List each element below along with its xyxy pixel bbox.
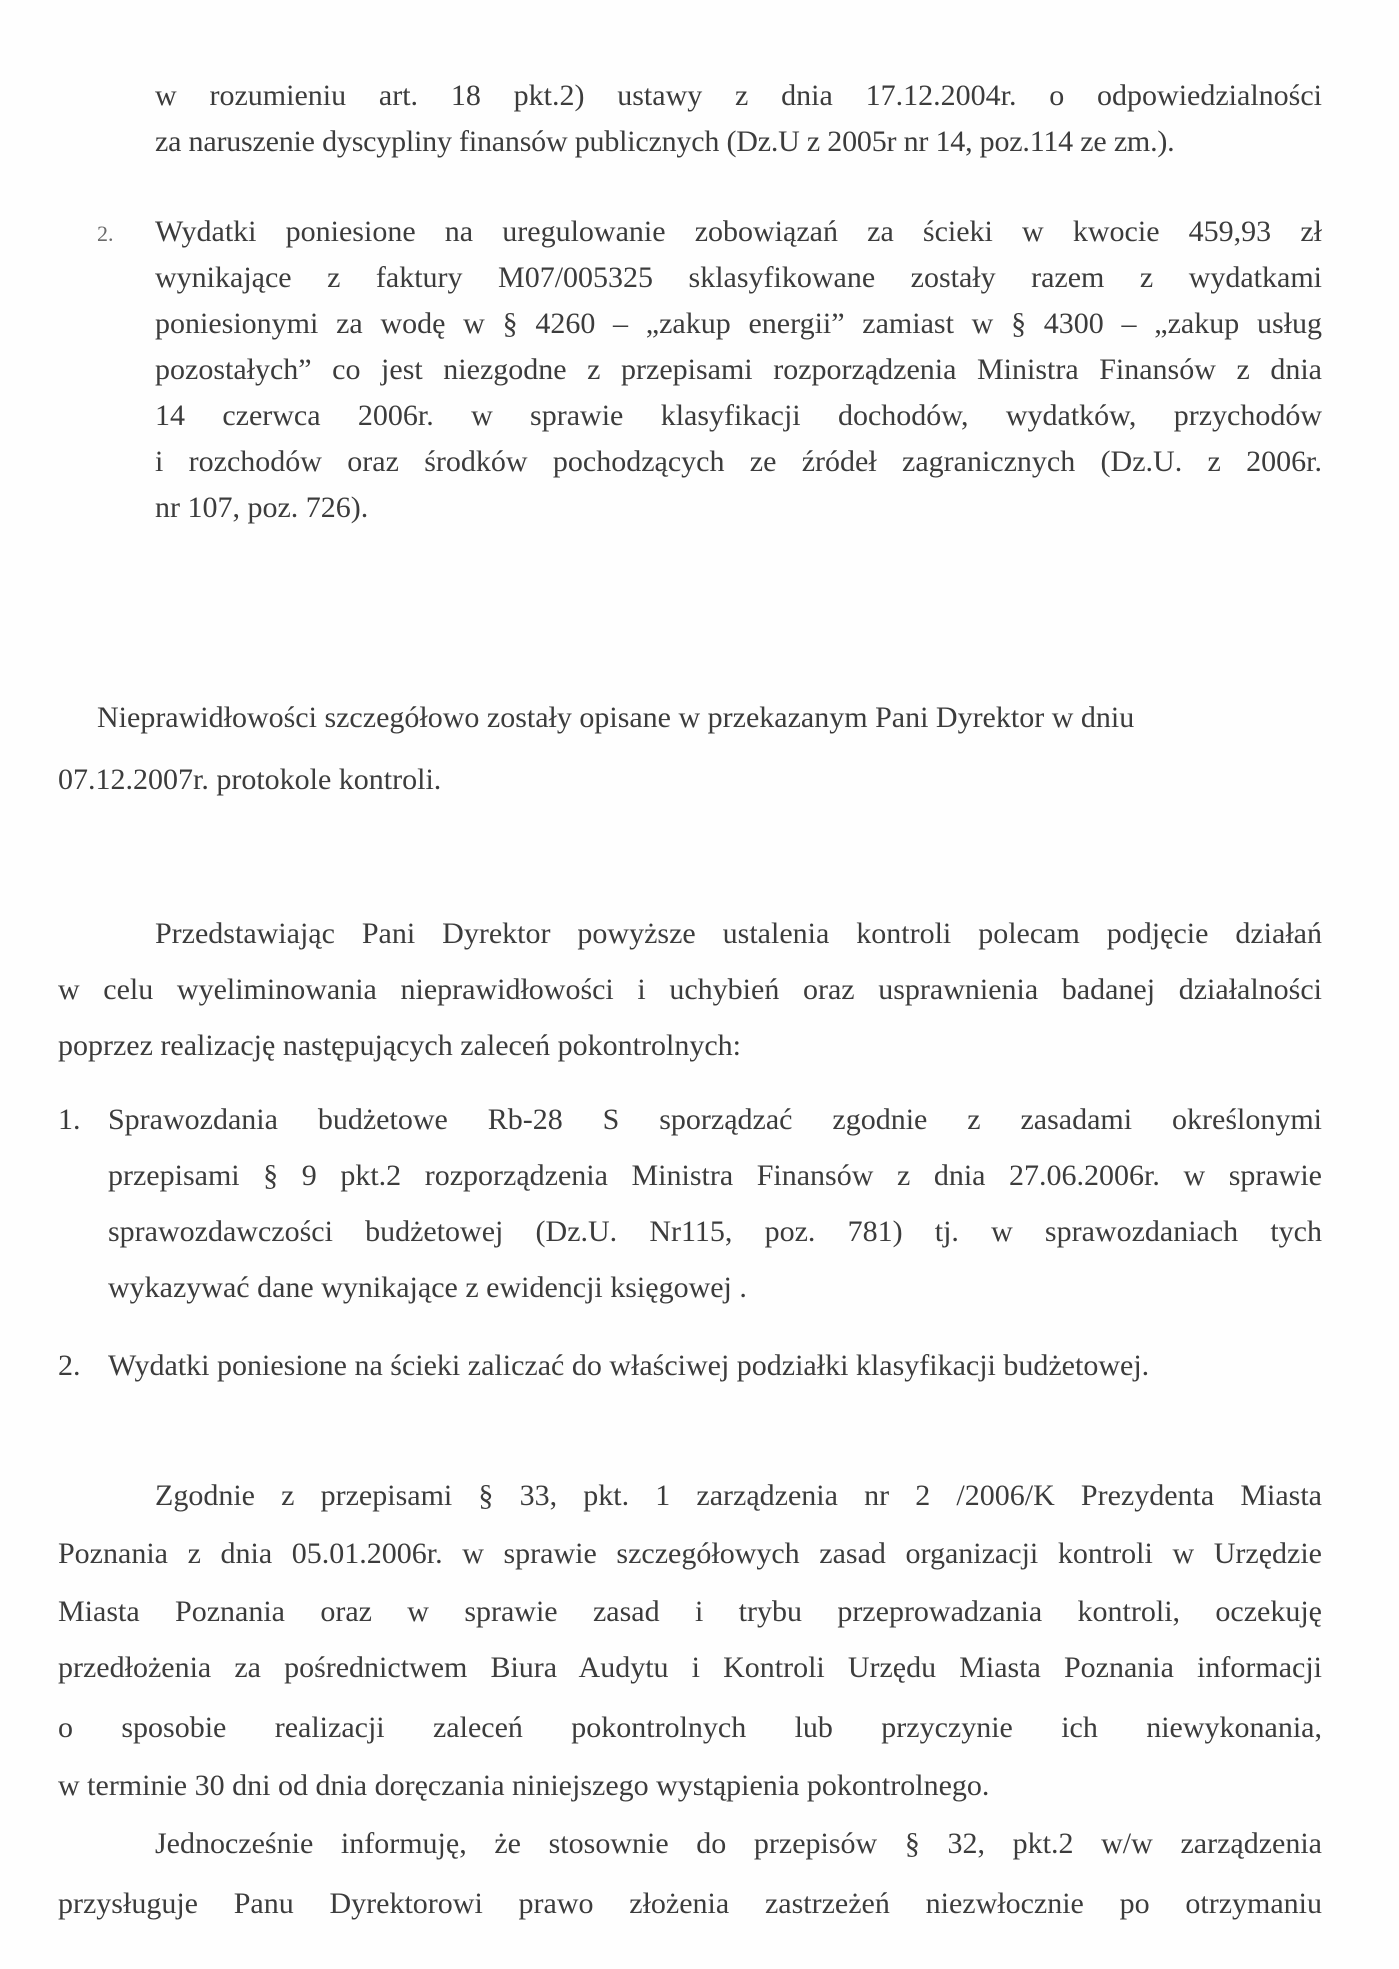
text-line: o sposobie realizacji zaleceń pokontrolnych lub przyczynie ich niewykonania, bbox=[58, 1711, 1322, 1744]
text-line: Wydatki poniesione na uregulowanie zobowiązań za ścieki w kwocie 459,93 zł bbox=[155, 215, 1322, 248]
text-line: Nieprawidłowości szczegółowo zostały opisane w przekazanym Pani Dyrektor w dniu bbox=[97, 701, 1135, 734]
text-line: sprawozdawczości budżetowej (Dz.U. Nr115, poz. 781) tj. w sprawozdaniach tych bbox=[108, 1215, 1322, 1248]
list-number: 2. bbox=[97, 221, 114, 246]
text-line: 07.12.2007r. protokole kontroli. bbox=[58, 763, 442, 796]
text-line: 14 czerwca 2006r. w sprawie klasyfikacji dochodów, wydatków, przychodów bbox=[155, 399, 1322, 432]
text-line: wynikające z faktury M07/005325 sklasyfikowane zostały razem z wydatkami bbox=[155, 261, 1322, 294]
text-line: Miasta Poznania oraz w sprawie zasad i trybu przeprowadzania kontroli, oczekuję bbox=[58, 1595, 1322, 1628]
text-line: poniesionymi za wodę w § 4260 – „zakup energii” zamiast w § 4300 – „zakup usług bbox=[155, 307, 1322, 340]
text-line: w rozumieniu art. 18 pkt.2) ustawy z dnia 17.12.2004r. o odpowiedzialności bbox=[155, 79, 1322, 112]
list-number: 2. bbox=[58, 1349, 81, 1382]
text-line: przysługuje Panu Dyrektorowi prawo złożenia zastrzeżeń niezwłocznie po otrzymaniu bbox=[58, 1887, 1322, 1920]
text-line: przedłożenia za pośrednictwem Biura Audytu i Kontroli Urzędu Miasta Poznania informacji bbox=[58, 1651, 1322, 1684]
text-line: pozostałych” co jest niezgodne z przepisami rozporządzenia Ministra Finansów z dnia bbox=[155, 353, 1322, 386]
text-line: za naruszenie dyscypliny finansów publicznych (Dz.U z 2005r nr 14, poz.114 ze zm.). bbox=[155, 125, 1175, 158]
text-line: wykazywać dane wynikające z ewidencji księgowej . bbox=[108, 1271, 747, 1304]
text-line: przepisami § 9 pkt.2 rozporządzenia Ministra Finansów z dnia 27.06.2006r. w sprawie bbox=[108, 1159, 1322, 1192]
text-line: Wydatki poniesione na ścieki zaliczać do właściwej podziałki klasyfikacji budżetowej. bbox=[108, 1349, 1150, 1382]
text-line: Sprawozdania budżetowe Rb-28 S sporządzać zgodnie z zasadami określonymi bbox=[108, 1103, 1322, 1136]
text-line: Jednocześnie informuję, że stosownie do przepisów § 32, pkt.2 w/w zarządzenia bbox=[155, 1827, 1322, 1860]
text-line: i rozchodów oraz środków pochodzących ze źródeł zagranicznych (Dz.U. z 2006r. bbox=[155, 445, 1322, 478]
text-line: poprzez realizację następujących zaleceń pokontrolnych: bbox=[58, 1029, 741, 1062]
text-line: nr 107, poz. 726). bbox=[155, 491, 369, 524]
text-line: w celu wyeliminowania nieprawidłowości i uchybień oraz usprawnienia badanej działalności bbox=[58, 973, 1322, 1006]
list-number: 1. bbox=[58, 1103, 81, 1136]
text-line: Zgodnie z przepisami § 33, pkt. 1 zarządzenia nr 2 /2006/K Prezydenta Miasta bbox=[155, 1479, 1322, 1512]
text-line: Poznania z dnia 05.01.2006r. w sprawie szczegółowych zasad organizacji kontroli w Urzędzie bbox=[58, 1537, 1322, 1570]
text-line: Przedstawiając Pani Dyrektor powyższe ustalenia kontroli polecam podjęcie działań bbox=[155, 917, 1322, 950]
text-line: w terminie 30 dni od dnia doręczania niniejszego wystąpienia pokontrolnego. bbox=[58, 1769, 990, 1802]
